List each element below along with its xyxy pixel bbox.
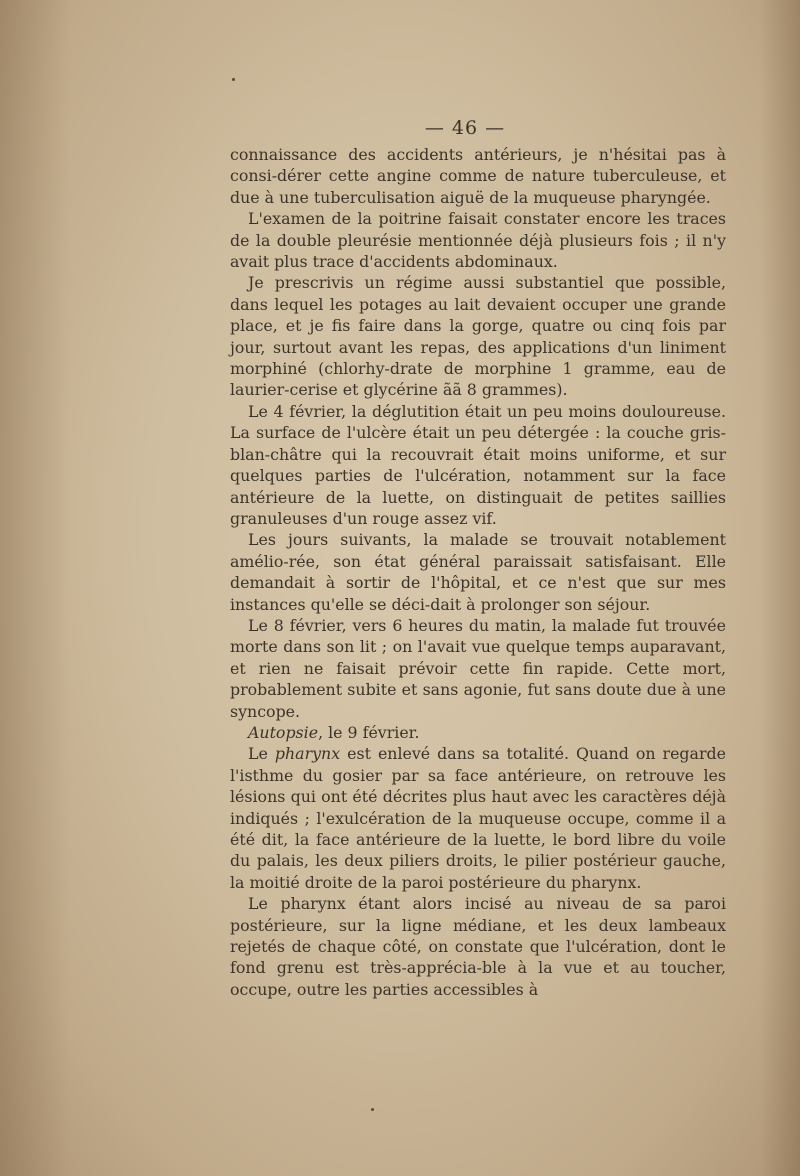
italic-term-autopsie: Autopsie	[248, 722, 319, 742]
paper-speck	[232, 78, 235, 81]
paragraph: connaissance des accidents antérieurs, je n'hésitai pas à consi-dérer cette angine comme de nature tuberculeuse, et due à une tuberculisation aiguë de la muqueuse pharyngée.	[230, 145, 726, 207]
paragraph: Je prescrivis un régime aussi substantiel que possible, dans lequel les potages au lait devaient occuper une grande place, et je fis faire dans la gorge, quatre ou cinq fois par jour, surtout avant les repas, des applications d'un liniment morphiné (chlorhy-drate de morphine 1 gramme, eau de laurier-cerise et glycérine ãã 8 grammes).	[230, 273, 726, 400]
paragraph: Le 4 février, la déglutition était un peu moins douloureuse. La surface de l'ulcère était un peu détergée : la couche gris-blan-châtre qui la recouvrait était moins uniforme, et sur quelques parties de l'ulcération, notamment sur la face antérieure de la luette, on distinguait de petites saillies granuleuses d'un rouge assez vif.	[230, 401, 726, 528]
paragraph: Le 8 février, vers 6 heures du matin, la malade fut trouvée morte dans son lit ; on l'avait vue quelque temps auparavant, et rien ne faisait prévoir cette fin rapide. Cette mort, probablement subite et sans agonie, fut sans doute due à une syncope.	[230, 615, 726, 721]
paragraph-text: est enlevé dans sa totalité. Quand on regarde l'isthme du gosier par sa face antérieure, on retrouve les lésions qui ont été décrites plus haut avec les caractères déjà indiqués ; l'exulcération de la muqueuse occupe, comme il a été dit, la face antérieure de la luette, le bord libre du voile du palais, les deux piliers droits, le pilier postérieur gauche, la moitié droite de la paroi postérieure du pharynx.	[230, 744, 726, 892]
paragraph-pharynx	[230, 743, 726, 893]
page-edge-shadow-left	[0, 0, 70, 1176]
paragraph: L'examen de la poitrine faisait constater encore les traces de la double pleurésie mentionnée déjà plusieurs fois ; il n'y avait plus trace d'accidents abdominaux.	[230, 209, 726, 272]
page-edge-shadow-right	[760, 0, 800, 1176]
italic-term-pharynx: pharynx	[274, 744, 341, 764]
page-number: — 46 —	[424, 117, 506, 139]
paragraph: Le pharynx étant alors incisé au niveau de sa paroi postérieure, sur la ligne médiane, et les deux lambeaux rejetés de chaque côté, on constate que l'ulcération, dont le fond grenu est très-apprécia-ble à la vue et au toucher, occupe, outre les parties accessibles à	[230, 894, 726, 999]
paragraph-lead: Le	[248, 744, 275, 764]
body-text	[230, 144, 726, 1000]
paragraph: Les jours suivants, la malade se trouvait notablement amélio-rée, son état général paraissait satisfaisant. Elle demandait à sortir de l'hôpital, et ce n'est que sur mes instances qu'elle se déci-dait à prolonger son séjour.	[230, 530, 726, 614]
paragraph-text: , le 9 février.	[318, 722, 420, 742]
paper-speck	[371, 1108, 374, 1111]
paragraph-autopsie	[230, 722, 726, 743]
